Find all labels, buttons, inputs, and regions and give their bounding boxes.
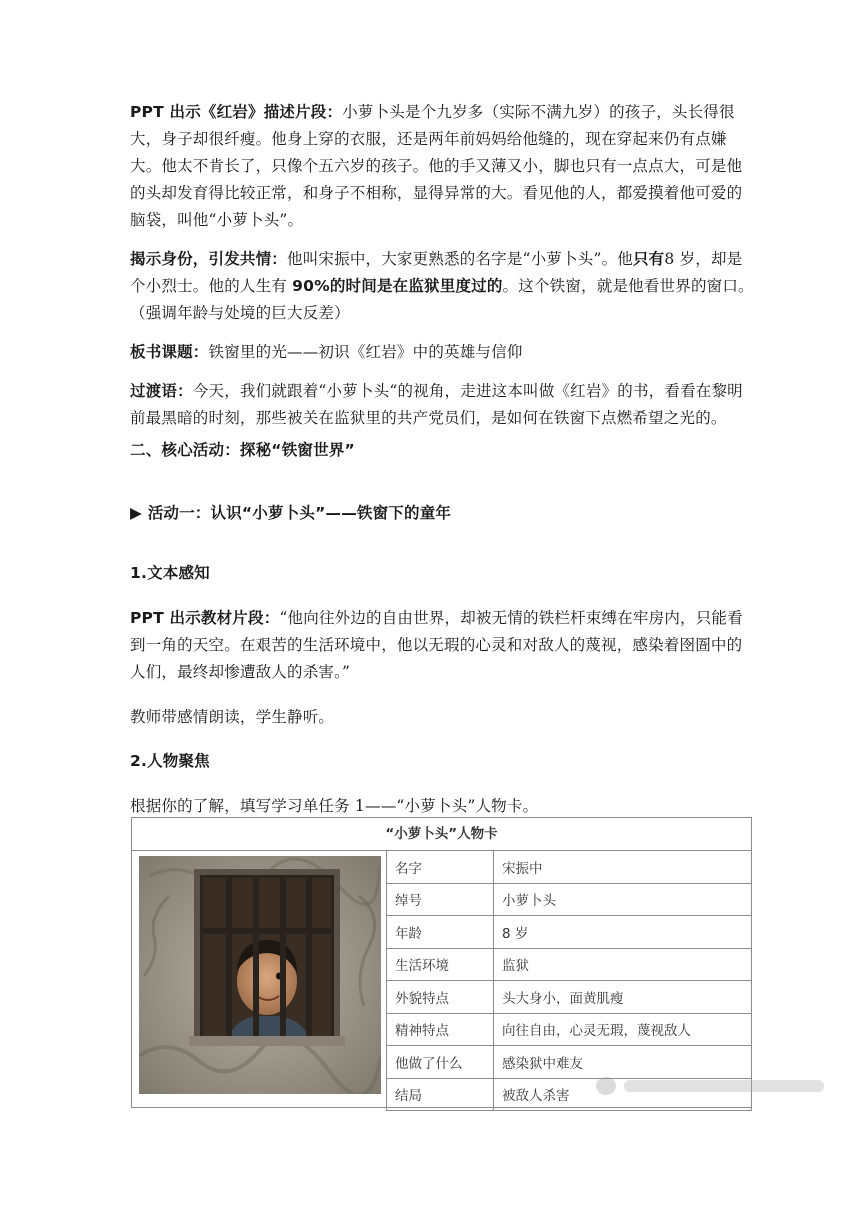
- row-value: 8 岁: [494, 916, 752, 949]
- paragraph-text: 小萝卜头是个九岁多（实际不满九岁）的孩子，头长得很大，身子却很纤瘦。他身上穿的衣服，还是两年前妈妈给他缝的，现在穿起来仍有点嫌大。他太不肯长了，只像个五六岁的孩子。他的手又薄又小，脚也只有一点点大，可是他的头却发育得比较正常，和身子不相称，显得异常的大。看见他的人，都爱摸着他可爱的脑袋，叫他“小萝卜头”。: [130, 103, 743, 229]
- document-body: [130, 99, 755, 820]
- card-title: “小萝卜头”人物卡: [132, 818, 751, 851]
- table-row: [387, 851, 752, 884]
- text-segment: 。这个铁窗，就是他看世界的窗口。（强调年龄与处境的巨大反差）: [130, 277, 754, 322]
- bold-segment: 90%的时间是在监狱里度过的: [292, 277, 503, 295]
- paragraph-text: “他向往外边的自由世界，却被无情的铁栏杆束缚在牢房内，只能看到一角的天空。在艰苦的生活环境中，他以无瑕的心灵和对敌人的蔑视，感染着囹圄中的人们，最终却惨遭敌人的杀害。”: [130, 609, 743, 681]
- bold-segment: 只有: [632, 250, 665, 268]
- row-value: 宋振中: [494, 851, 752, 884]
- section-heading: 二、核心活动：探秘“铁窗世界”: [130, 441, 355, 459]
- row-value: 向往自由，心灵无瑕，蔑视敌人: [494, 1013, 752, 1046]
- character-card: [131, 817, 752, 1108]
- row-value: 被敌人杀害: [494, 1078, 752, 1111]
- paragraph-worksheet-task: 根据你的了解，填写学习单任务 1——“小萝卜头”人物卡。: [130, 797, 539, 815]
- paragraph-ppt-description: [130, 99, 755, 234]
- label-ppt: PPT 出示《红岩》描述片段：: [130, 103, 343, 121]
- paragraph-identity: [130, 246, 755, 327]
- row-value: 监狱: [494, 948, 752, 981]
- text-segment: 8 岁，却是个小烈士。他的人生有: [130, 250, 743, 295]
- paragraph-text: 今天，我们就跟着“小萝卜头“的视角，走进这本叫做《红岩》的书，看看在黎明前最黑暗的时刻，那些被关在监狱里的共产党员们，是如何在铁窗下点燃希望之光的。: [130, 382, 743, 427]
- subheading-character-focus: 2.人物聚焦: [130, 752, 210, 770]
- label-board: 板书课题：: [130, 343, 209, 361]
- row-label: 绰号: [387, 883, 494, 916]
- row-label: 精神特点: [387, 1013, 494, 1046]
- label-transition: 过渡语：: [130, 382, 193, 400]
- boy-behind-bars-photo: [139, 856, 381, 1094]
- table-row: [387, 1013, 752, 1046]
- table-row: [387, 981, 752, 1014]
- row-label: 年龄: [387, 916, 494, 949]
- paragraph-text: 铁窗里的光——初识《红岩》中的英雄与信仰: [208, 343, 523, 361]
- row-value: 感染狱中难友: [494, 1046, 752, 1079]
- row-label: 外貌特点: [387, 981, 494, 1014]
- paragraph-textbook-excerpt: [130, 605, 755, 686]
- row-value: 小萝卜头: [494, 883, 752, 916]
- paragraph-board-title: [130, 339, 755, 366]
- activity-heading: ▶ 活动一：认识“小萝卜头”——铁窗下的童年: [130, 504, 452, 522]
- row-label: 生活环境: [387, 948, 494, 981]
- row-label: 他做了什么: [387, 1046, 494, 1079]
- table-row: [387, 948, 752, 981]
- label-identity: 揭示身份，引发共情：: [130, 250, 288, 268]
- label-ppt-excerpt: PPT 出示教材片段：: [130, 609, 280, 627]
- paragraph-teacher-reading: 教师带感情朗读，学生静听。: [130, 708, 335, 726]
- text-segment: 他叫宋振中，大家更熟悉的名字是“小萝卜头”。他: [287, 250, 633, 268]
- row-label: 结局: [387, 1078, 494, 1111]
- subheading-text-perception: 1.文本感知: [130, 564, 210, 582]
- paragraph-transition: [130, 378, 755, 432]
- row-value: 头大身小，面黄肌瘦: [494, 981, 752, 1014]
- row-label: 名字: [387, 851, 494, 884]
- table-row: [387, 883, 752, 916]
- table-row: [387, 916, 752, 949]
- watermark-icon: [586, 1072, 860, 1100]
- prison-window-illustration: [139, 856, 381, 1094]
